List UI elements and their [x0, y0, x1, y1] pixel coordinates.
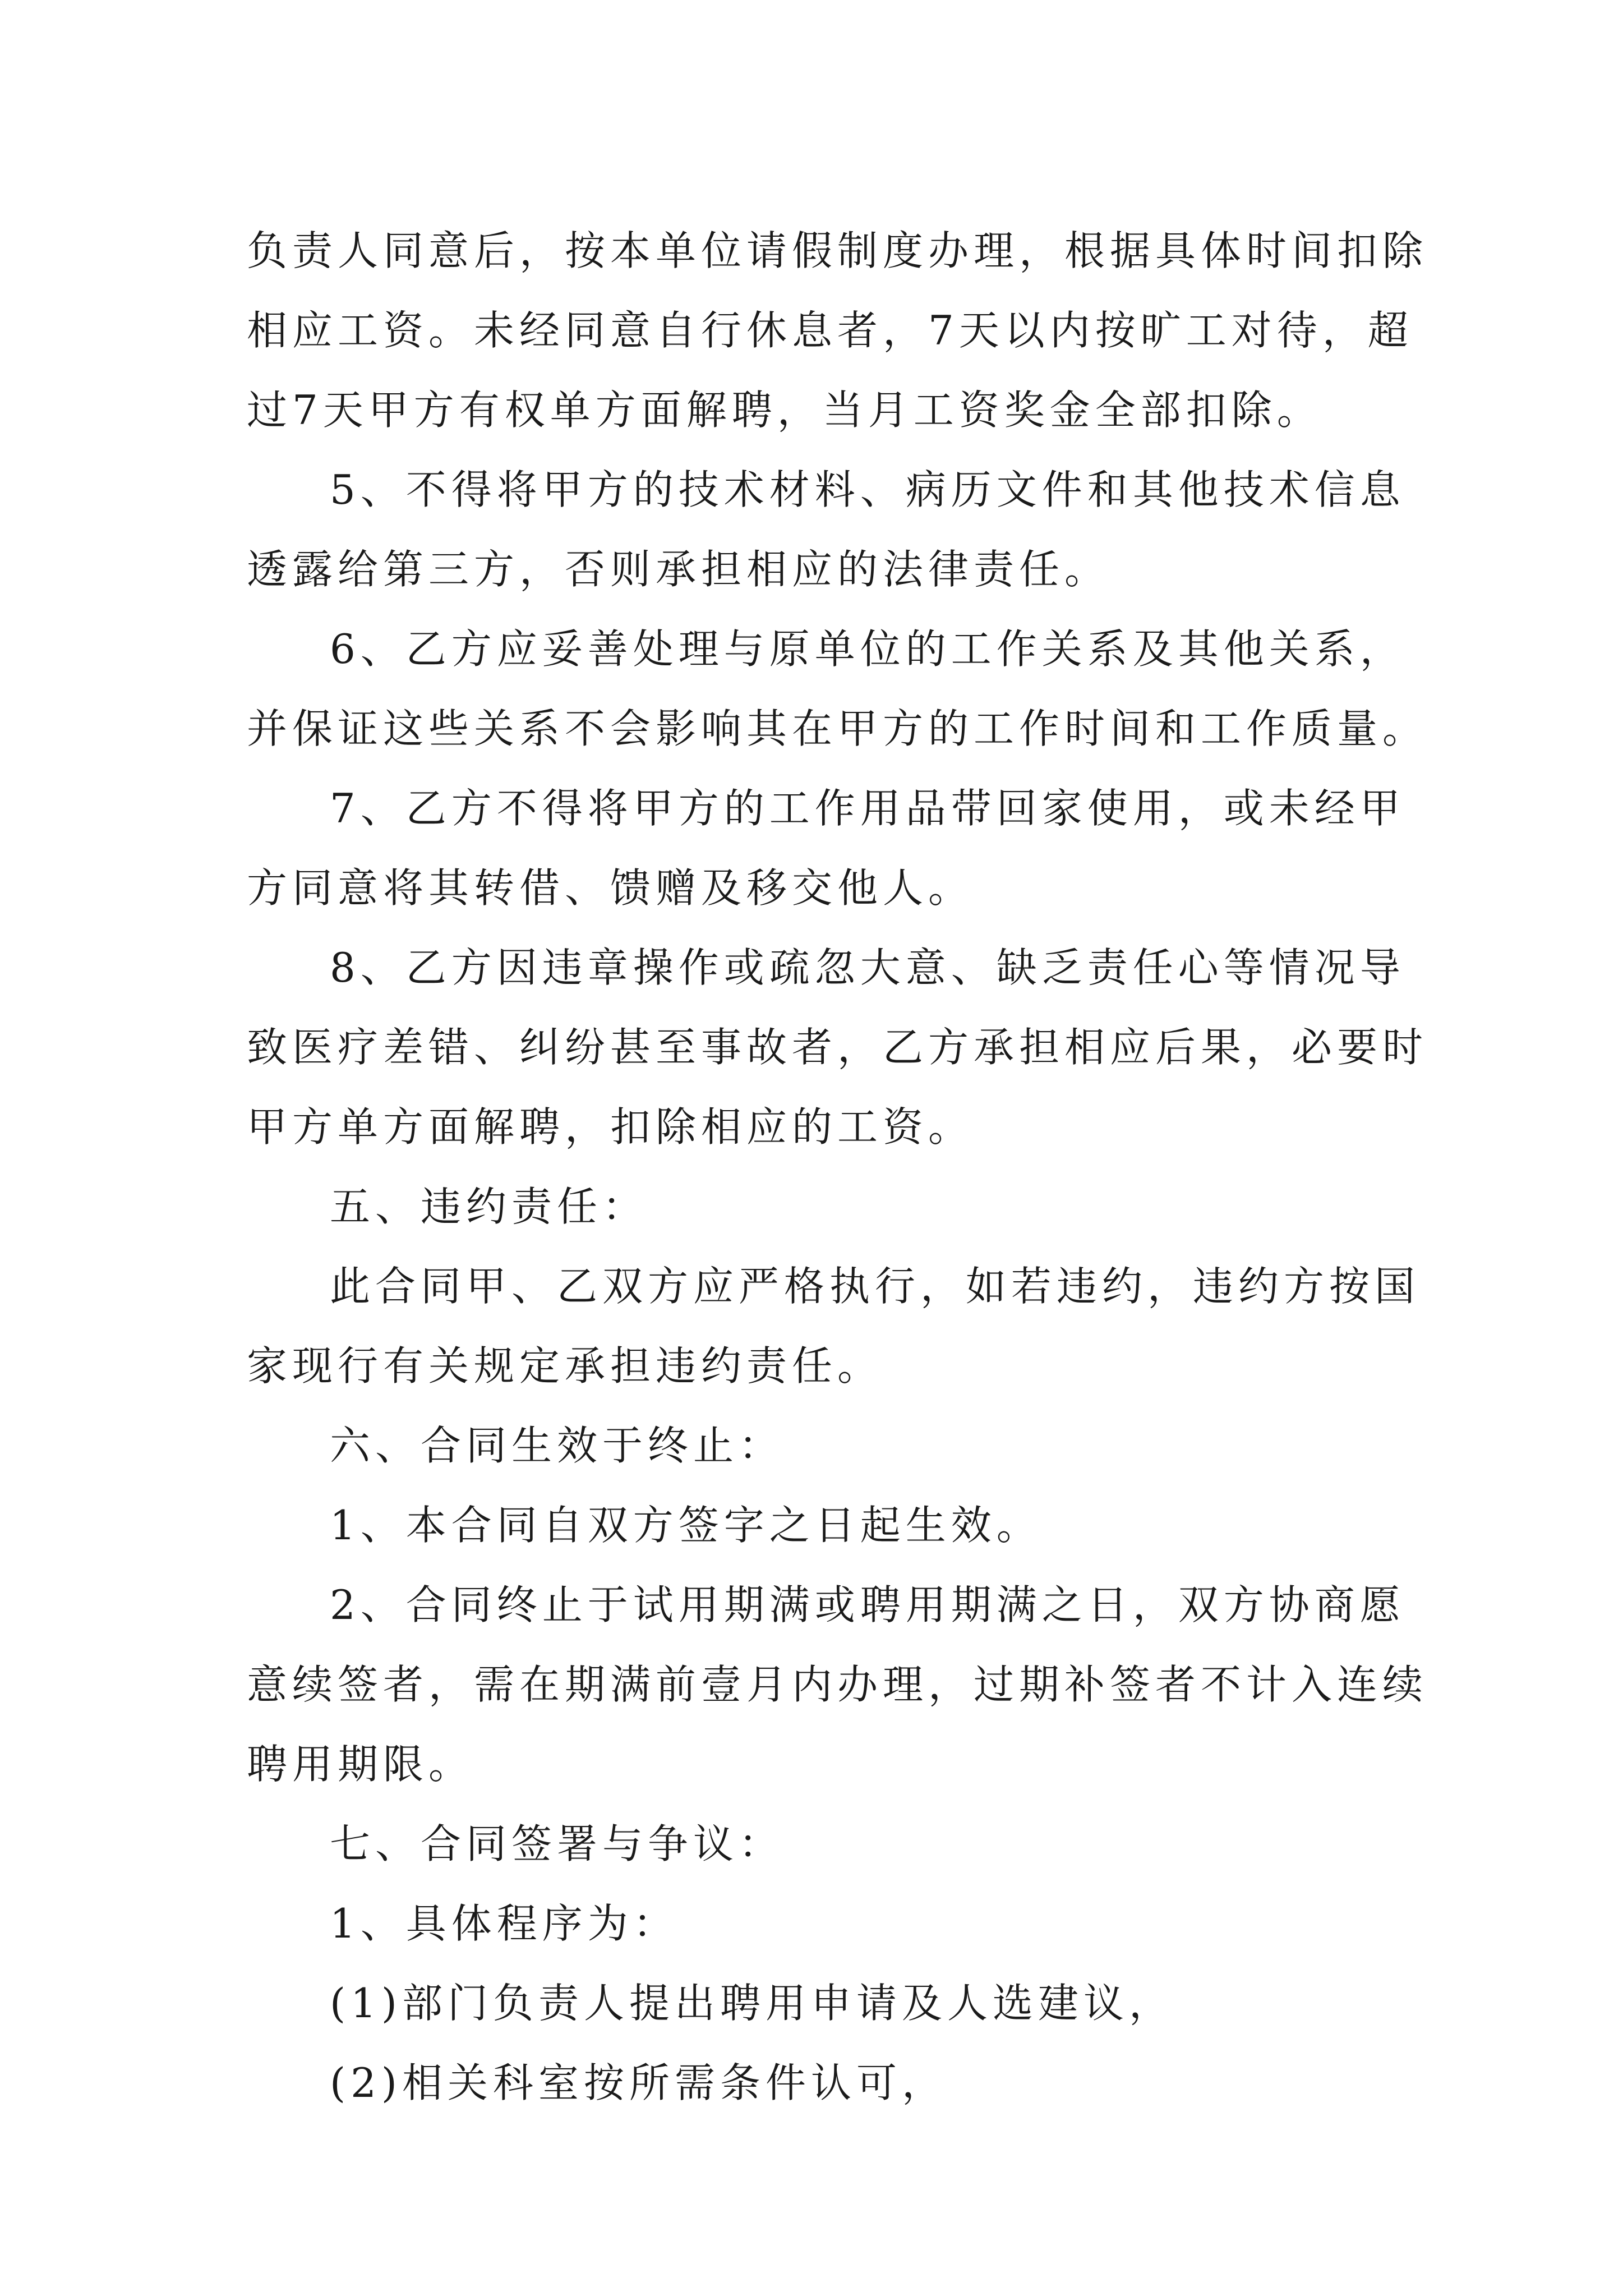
paragraph-clause-8 [247, 928, 1428, 1167]
paragraph-clause-7 [247, 769, 1413, 928]
paragraph-clause-6 [247, 609, 1428, 769]
text-line: 8、乙方因违章操作或疏忽大意、缺乏责任心等情况导 [330, 944, 1405, 991]
document-body [247, 211, 1428, 2123]
text-line: 意续签者，需在期满前壹月内办理，过期补签者不计入连续 [247, 1661, 1428, 1708]
section-heading-signing-disputes [247, 1804, 1413, 1884]
text-line: 6、乙方应妥善处理与原单位的工作关系及其他关系， [330, 625, 1405, 673]
paragraph-procedure-step-1 [247, 1963, 1413, 2043]
text-line: 2、合同终止于试用期满或聘用期满之日，双方协商愿 [330, 1581, 1405, 1628]
text-line: 家现行有关规定承担违约责任。 [247, 1342, 883, 1389]
text-line: 聘用期限。 [247, 1741, 474, 1788]
paragraph-breach-liability [247, 1246, 1421, 1406]
paragraph-effect-2 [247, 1565, 1428, 1804]
text-line: 过7天甲方有权单方面解聘，当月工资奖金全部扣除。 [247, 386, 1322, 434]
paragraph-leave-policy [247, 211, 1428, 450]
paragraph-procedure-heading [247, 1884, 1413, 1963]
paragraph-clause-5 [247, 450, 1413, 609]
text-line: 此合同甲、乙双方应严格执行，如若违约，违约方按国 [330, 1263, 1421, 1310]
text-line: 负责人同意后，按本单位请假制度办理，根据具体时间扣除 [247, 227, 1428, 274]
section-heading-breach-liability [247, 1167, 1413, 1246]
text-line: 七、合同签署与争议： [330, 1820, 785, 1867]
text-line: 方同意将其转借、馈赠及移交他人。 [247, 864, 974, 912]
text-line: 7、乙方不得将甲方的工作用品带回家使用，或未经甲 [330, 785, 1405, 832]
text-line: 并保证这些关系不会影响其在甲方的工作时间和工作质量。 [247, 705, 1428, 752]
text-line: 致医疗差错、纠纷甚至事故者，乙方承担相应后果，必要时 [247, 1024, 1428, 1071]
text-line: (2)相关科室按所需条件认可， [330, 2059, 947, 2106]
section-heading-effect-termination [247, 1406, 1413, 1485]
text-line: 5、不得将甲方的技术材料、病历文件和其他技术信息 [330, 466, 1405, 513]
paragraph-procedure-step-2 [247, 2043, 1413, 2123]
text-line: 1、具体程序为： [330, 1900, 679, 1947]
text-line: 1、本合同自双方签字之日起生效。 [330, 1502, 1042, 1549]
text-line: 透露给第三方，否则承担相应的法律责任。 [247, 546, 1110, 593]
text-line: 甲方单方面解聘，扣除相应的工资。 [247, 1103, 974, 1151]
paragraph-effect-1 [247, 1485, 1413, 1565]
text-line: 五、违约责任： [330, 1183, 648, 1230]
text-line: 六、合同生效于终止： [330, 1422, 785, 1469]
text-line: 相应工资。未经同意自行休息者，7天以内按旷工对待，超 [247, 307, 1413, 354]
text-line: (1)部门负责人提出聘用申请及人选建议， [330, 1980, 1174, 2027]
